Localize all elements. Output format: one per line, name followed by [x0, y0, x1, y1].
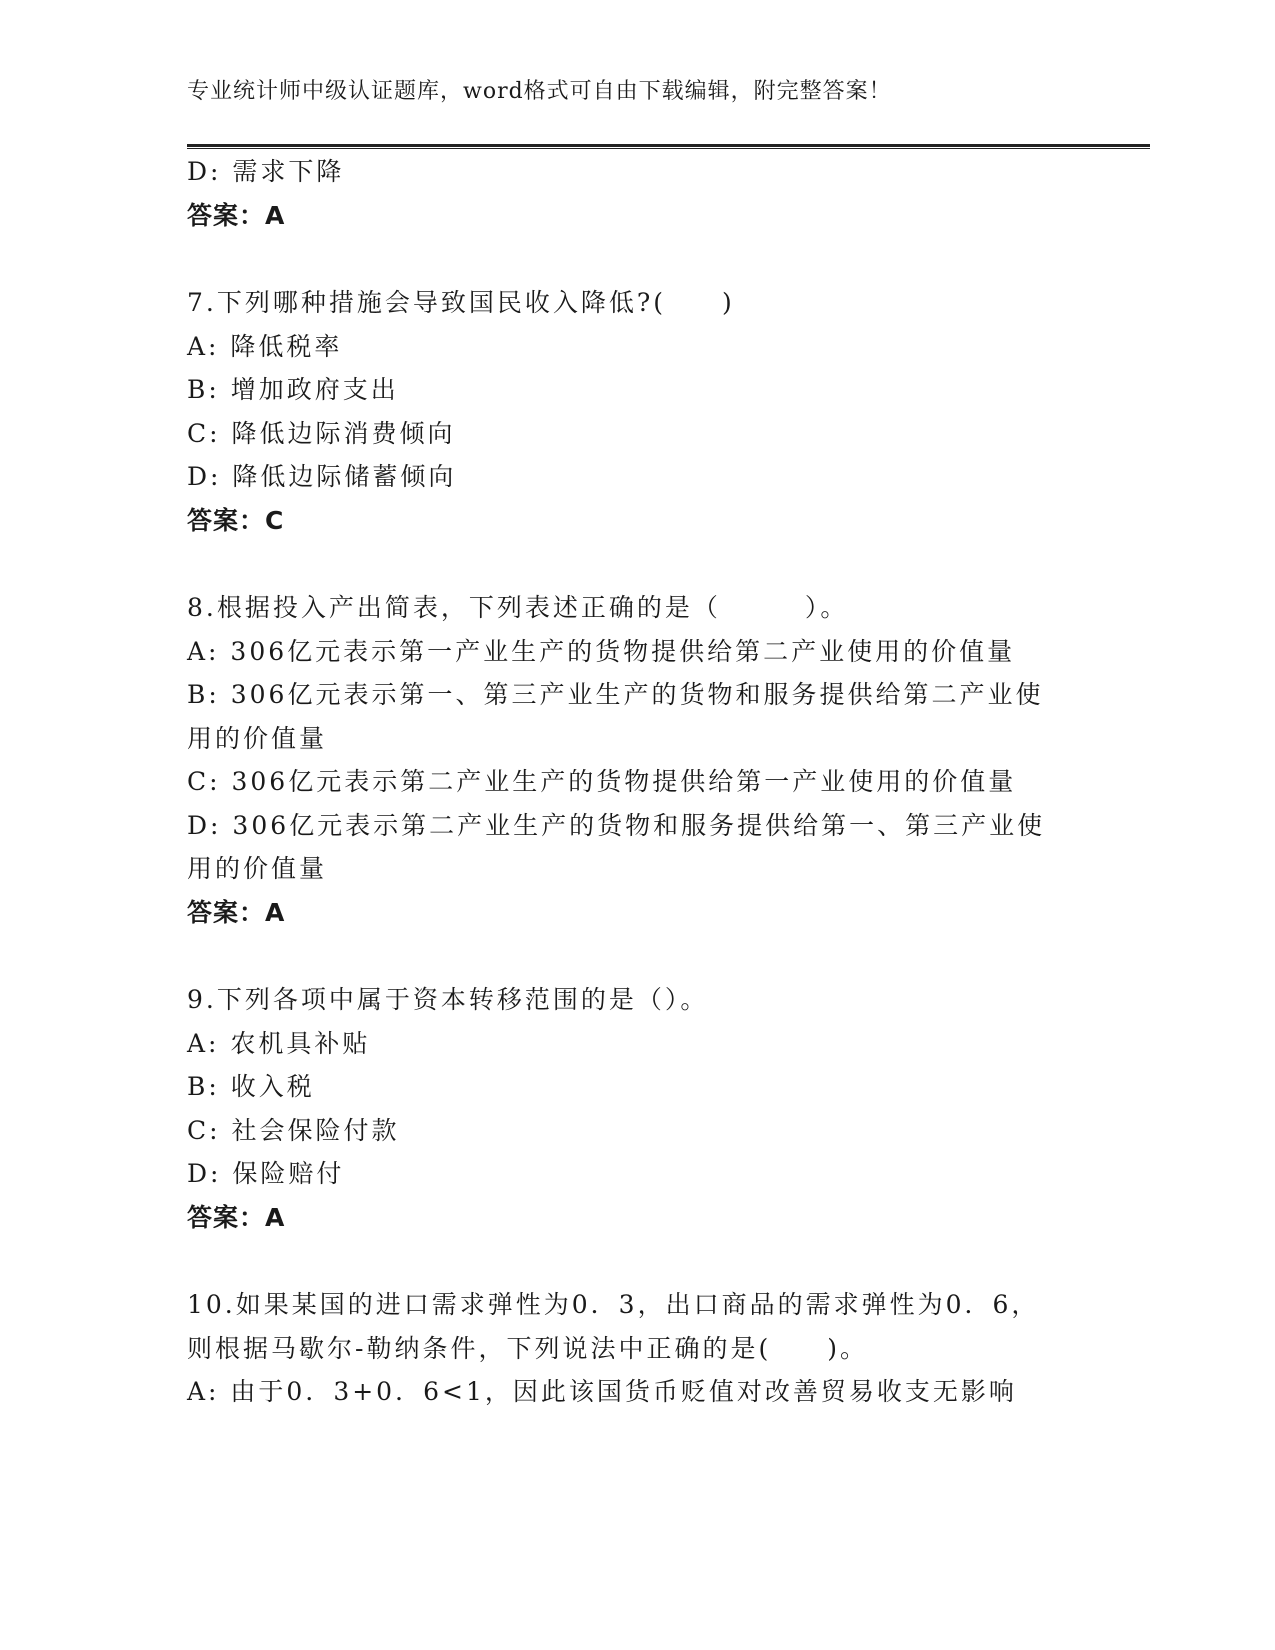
q9-option-a: A: 农机具补贴 [187, 1029, 371, 1058]
q10-option-a: A: 由于0．3+0．6<1，因此该国货币贬值对改善贸易收支无影响 [187, 1377, 1017, 1406]
q10-question-line1: 10.如果某国的进口需求弹性为0．3，出口商品的需求弹性为0．6， [187, 1290, 1040, 1319]
q8-answer: 答案：A [187, 898, 286, 927]
q7-option-d: D: 降低边际储蓄倾向 [187, 462, 457, 491]
q7-option-a: A: 降低税率 [187, 332, 343, 361]
q8-option-d-line1: D: 306亿元表示第二产业生产的货物和服务提供给第一、第三产业使 [187, 811, 1046, 840]
q9-answer: 答案：A [187, 1203, 286, 1232]
q8-option-a: A: 306亿元表示第一产业生产的货物提供给第二产业使用的价值量 [187, 637, 1016, 666]
q9-option-d: D: 保险赔付 [187, 1159, 345, 1188]
q7-question: 7.下列哪种措施会导致国民收入降低?( ) [187, 288, 735, 317]
q8-option-d-line2: 用的价值量 [187, 854, 328, 883]
q7-option-b: B: 增加政府支出 [187, 375, 399, 404]
q9-option-c: C: 社会保险付款 [187, 1116, 400, 1145]
q8-question: 8.根据投入产出简表，下列表述正确的是（ ）。 [187, 593, 849, 622]
q7-option-c: C: 降低边际消费倾向 [187, 419, 456, 448]
prev-option-d: D: 需求下降 [187, 157, 345, 186]
q9-option-b: B: 收入税 [187, 1072, 315, 1101]
prev-answer: 答案：A [187, 201, 286, 230]
q8-option-c: C: 306亿元表示第二产业生产的货物提供给第一产业使用的价值量 [187, 767, 1017, 796]
q9-question: 9.下列各项中属于资本转移范围的是（）。 [187, 985, 709, 1014]
q8-option-b-line2: 用的价值量 [187, 724, 328, 753]
q10-question-line2: 则根据马歇尔-勒纳条件，下列说法中正确的是( )。 [187, 1334, 868, 1363]
q8-option-b-line1: B: 306亿元表示第一、第三产业生产的货物和服务提供给第二产业使 [187, 680, 1044, 709]
page-header: 专业统计师中级认证题库，word格式可自由下载编辑，附完整答案！ [187, 79, 892, 104]
header-divider [187, 144, 1150, 149]
q7-answer: 答案：C [187, 506, 285, 535]
